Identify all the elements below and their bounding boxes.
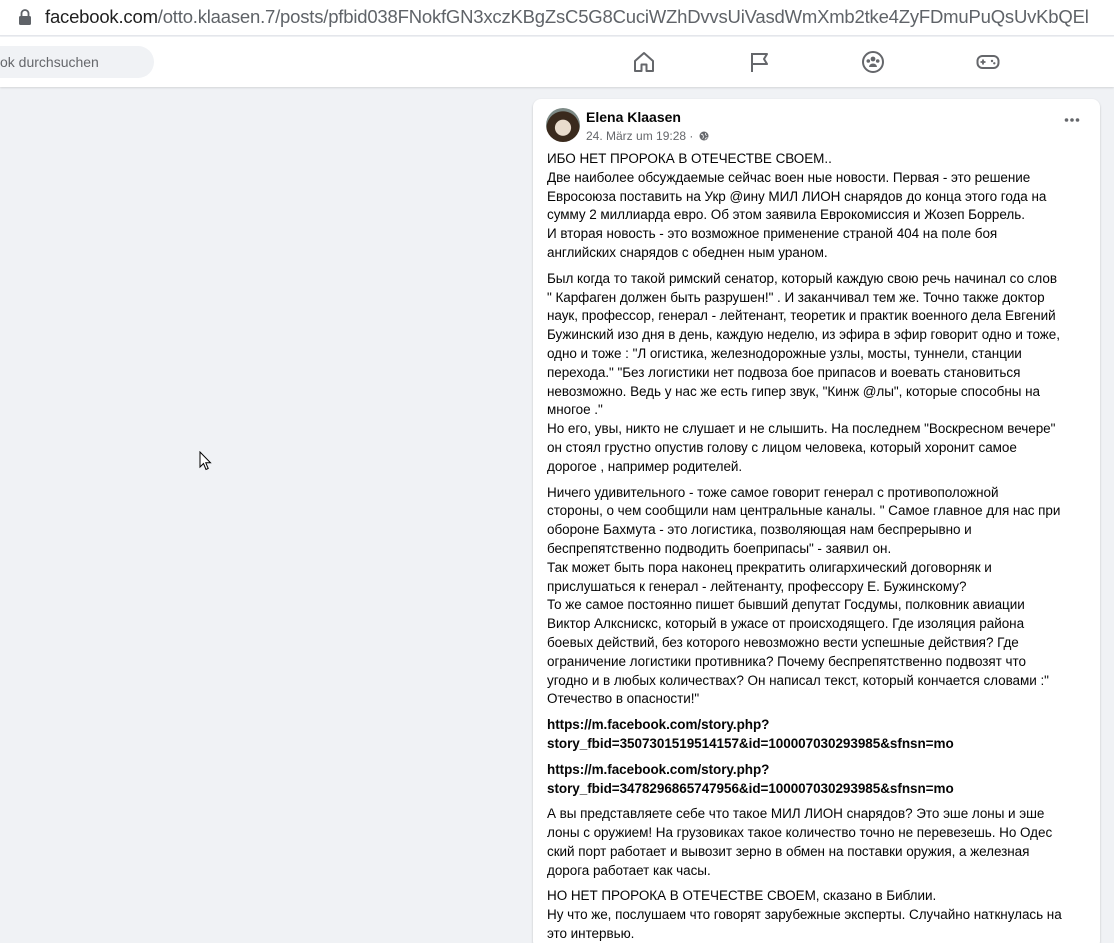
facebook-top-bar (0, 37, 1114, 87)
post-text-line: Виктор Алкснискс, который в ужасе от происходящего. Где изоляция района (547, 616, 1025, 632)
post-text-line: Евросоюза поставить на Укр @ину МИЛ ЛИОН снарядов до конца этого года на (547, 188, 1047, 204)
post-text-line: Но его, увы, никто не слушает и не слышить. На последнем "Воскресном вечере" (547, 421, 1056, 437)
post-text-line: Бужинский изо дня в день, каждую неделю, из эфира в эфир говорит одно и тоже, (547, 327, 1060, 343)
post-text-line: А вы представляете себе что такое МИЛ ЛИОН снарядов? Это эше лоны и эше (547, 806, 1045, 822)
post-text-line: story_fbid=3478296865747956&id=100007030293985&sfnsn=mo (547, 780, 954, 796)
post-paragraph (547, 484, 1087, 710)
url-text[interactable] (45, 6, 1089, 28)
post-text-line: ский порт работает и вывозит зерно в обмен на поставки оружия, а железная (547, 843, 1030, 859)
post-date: 24. März um 19:28 · (586, 129, 694, 143)
post-text-line: прислушаться к генерал - лейтенанту, профессору Е. Бужинскому? (547, 578, 967, 594)
post-text-line: Отечество в опасности!" (547, 691, 700, 707)
avatar[interactable] (546, 108, 580, 142)
flag-icon[interactable] (748, 50, 772, 74)
post-text-line: стороны, о чем сообщили нам центральные каналы. " Самое главное для нас при (547, 503, 1061, 519)
post-text-line: дорога работает как часы. (547, 862, 711, 878)
post-text-line: лоны с оружием! На грузовиках такое количество точно не перевезешь. Но Одес (547, 825, 1053, 841)
post-link[interactable] (547, 716, 1087, 754)
url-path: /otto.klaasen.7/posts/pfbid038FNokfGN3xczKBgZsC5G8CuciWZhDvvsUiVasdWmXmb2tke4ZyFDmuPuQsUvKbQEl (157, 6, 1089, 27)
more-options-icon[interactable] (1064, 115, 1080, 125)
groups-icon[interactable] (861, 50, 885, 74)
post-text-line: https://m.facebook.com/story.php? (547, 717, 770, 733)
post-text-line: НО НЕТ ПРОРОКА В ОТЕЧЕСТВЕ СВОЕМ, сказано в Библии. (547, 888, 937, 904)
post-text-line: ИБО НЕТ ПРОРОКА В ОТЕЧЕСТВЕ СВОЕМ.. (547, 151, 832, 166)
post-text-line: он стоял грустно опустив голову с лицом человека, который хоронит самое (547, 439, 1017, 455)
post-text-line: story_fbid=3507301519514157&id=100007030293985&sfnsn=mo (547, 735, 954, 751)
globe-icon (699, 131, 709, 141)
post-text-line: беспрепятственно подводить боеприпасы" - заявил он. (547, 540, 892, 556)
url-host: facebook.com (45, 6, 158, 27)
post-text (547, 150, 1087, 943)
post-text-line: Так может быть пора наконец прекратить олигархический договорняк и (547, 559, 992, 575)
post-text-line: Ничего удивительного - тоже самое говорит генерал с противоположной (547, 484, 999, 500)
post-timestamp[interactable] (586, 129, 709, 143)
post-paragraph (547, 805, 1087, 880)
home-icon[interactable] (632, 50, 656, 74)
post-text-line: И вторая новость - это возможное применение страной 404 на поле боя (547, 226, 998, 242)
post-text-line: сумму 2 миллиарда евро. Об этом заявила Еврокомиссия и Жозеп Боррель. (547, 207, 1025, 223)
post-card (533, 99, 1100, 943)
post-text-line: угодно и в любых количествах? Он написал текст, который кончается словами :" (547, 672, 1049, 688)
post-text-line: То же самое постоянно пишет бывший депутат Госдумы, полковник авиации (547, 597, 1025, 613)
post-text-line: Ну что же, послушаем что говорят зарубежные эксперты. Случайно наткнулась на (547, 907, 1062, 923)
post-text-line: " Карфаген должен быть разрушен!" . И заканчивал тем же. Точно также доктор (547, 289, 1045, 305)
post-paragraph (547, 150, 1087, 263)
post-text-line: это интервью. (547, 926, 635, 942)
post-text-line: Был когда то такой римский сенатор, который каждую свою речь начинал со слов (547, 270, 1057, 286)
post-paragraph (547, 270, 1087, 477)
post-text-line: невозможно. Ведь у нас же есть гипер звук, "Кинж @лы", которые способны на (547, 383, 1040, 399)
mouse-cursor-icon (199, 451, 213, 471)
post-text-line: одно и тоже : "Л огистика, железнодорожные узлы, мосты, туннели, станции (547, 345, 1022, 361)
post-author[interactable]: Elena Klaasen (586, 109, 681, 125)
post-text-line: многое ." (547, 402, 603, 418)
post-text-line: ограничение логистики противника? Почему беспрепятственно подвозят что (547, 653, 1026, 669)
lock-icon[interactable] (18, 9, 32, 25)
post-text-line: дорогое , например родителей. (547, 458, 743, 474)
gaming-icon[interactable] (976, 50, 1000, 74)
post-text-line: боевых действий, без которого невозможно вести успешные действия? Где (547, 634, 1019, 650)
post-text-line: https://m.facebook.com/story.php? (547, 761, 770, 777)
post-paragraph (547, 887, 1087, 943)
browser-address-bar[interactable] (0, 0, 1114, 36)
post-text-line: английских снарядов с обеднен ным ураном. (547, 244, 828, 260)
post-text-line: Две наиболее обсуждаемые сейчас воен ные новости. Первая - это решение (547, 169, 1031, 185)
post-text-line: наук, профессор, генерал - лейтенант, теоретик и практик военного дела Евгений (547, 308, 1056, 324)
post-text-line: обороне Бахмута - это логистика, позволяющая нам беспрерывно и (547, 522, 972, 538)
post-link[interactable] (547, 761, 1087, 799)
post-text-line: перехода." "Без логистики нет подвоза бое припасов и воевать становиться (547, 364, 1021, 380)
search-input[interactable]: ok durchsuchen (0, 46, 154, 78)
